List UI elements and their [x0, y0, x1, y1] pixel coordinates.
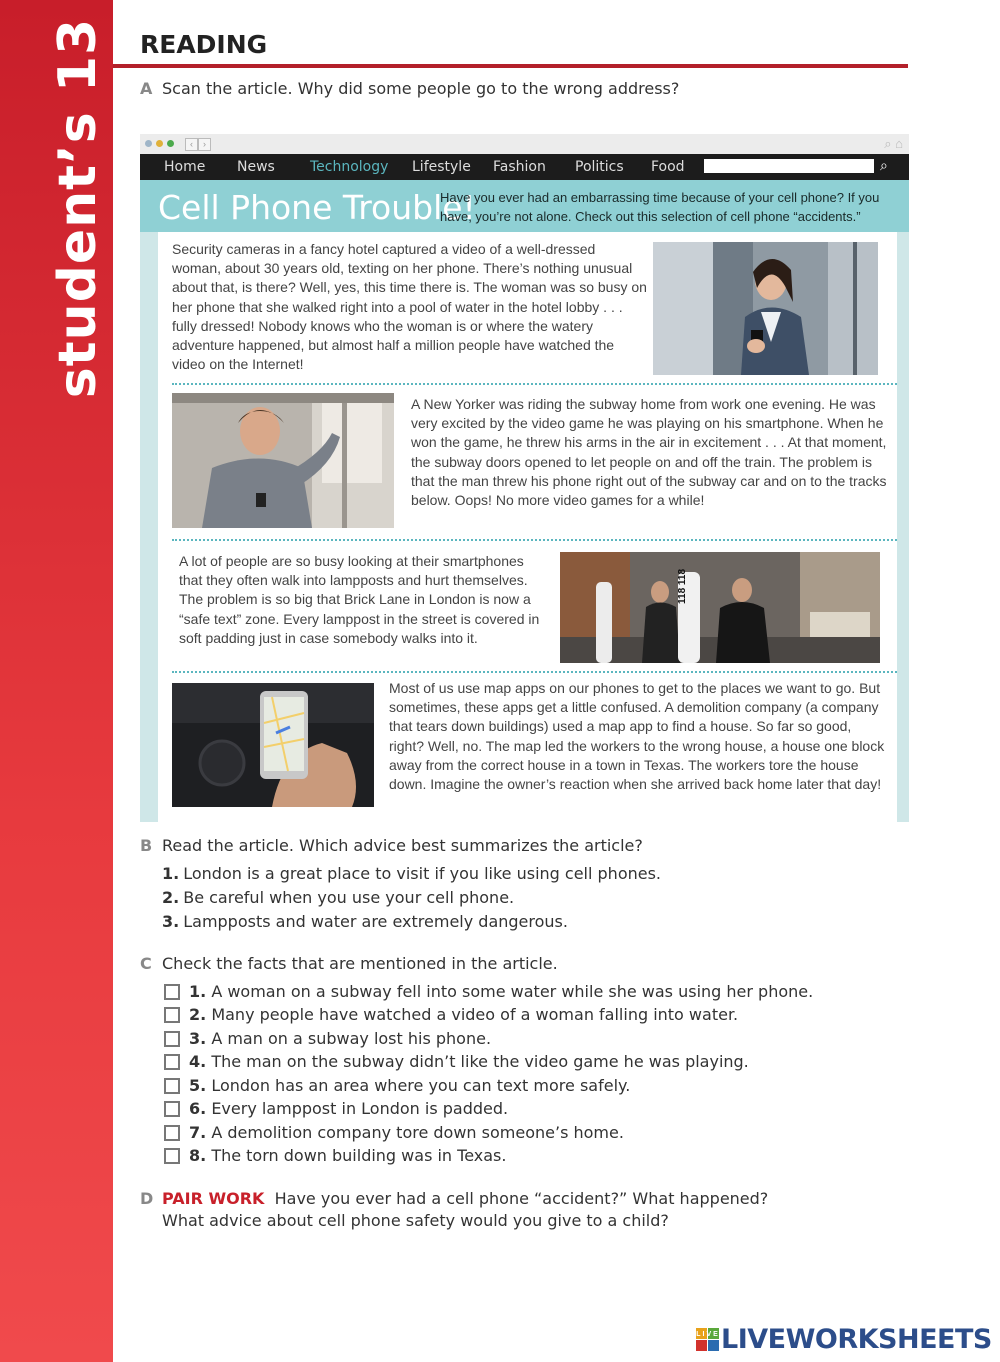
question-a [140, 79, 679, 98]
pair-work-label: PAIR WORK [162, 1189, 265, 1208]
fact-number: 2. [189, 1005, 207, 1024]
article-title: Cell Phone Trouble! [158, 188, 476, 227]
fact-text [189, 1099, 508, 1118]
answer-option[interactable] [162, 912, 568, 931]
fact-text [189, 1005, 738, 1024]
logo-mark-icon [696, 1328, 720, 1352]
back-arrow-icon[interactable]: ‹ [185, 138, 198, 151]
browser-chrome [140, 134, 909, 154]
checkbox[interactable] [164, 1125, 180, 1141]
checkbox[interactable] [164, 1148, 180, 1164]
fact-label: A demolition company tore down someone’s home. [211, 1123, 624, 1142]
nav-home[interactable]: Home [164, 159, 206, 175]
answer-option-number: 3. [162, 912, 180, 931]
logo-mark-text: LIVE [696, 1331, 720, 1338]
fact-number: 3. [189, 1029, 207, 1048]
article-browser [140, 134, 909, 822]
padding-sign-text: 118 118 [677, 568, 688, 604]
checkbox[interactable] [164, 1101, 180, 1117]
logo-text: LIVEWORKSHEETS [721, 1324, 992, 1355]
nav-politics[interactable]: Politics [575, 159, 624, 175]
fact-label: The torn down building was in Texas. [211, 1146, 507, 1165]
fact-text [189, 1123, 624, 1142]
question-b-letter: B [140, 836, 153, 855]
answer-option-text: London is a great place to visit if you like using cell phones. [183, 864, 662, 883]
fact-label: London has an area where you can text more safely. [211, 1076, 631, 1095]
question-c [140, 954, 558, 973]
answer-option-number: 2. [162, 888, 180, 907]
fact-text [189, 1029, 491, 1048]
nav-news[interactable]: News [237, 159, 275, 175]
story-hotel: Security cameras in a fancy hotel captured a video of a well-dressed woman, about 30 years old, texting on her phone. There’s nothing unusual about that, is there? Well, yes, this time there is. The woman was so busy on her phone that she walked right into a pool of water in the hotel lobby . . . fully dressed! Nobody knows who the woman is or where the watery adventure happened, but almost half a million people have watched the video on the Internet! [172, 241, 647, 373]
section-title: READING [140, 30, 268, 59]
question-d-line1: Have you ever had a cell phone “accident?” What happened? [274, 1189, 769, 1208]
story-separator [172, 383, 897, 385]
question-c-letter: C [140, 954, 152, 973]
article-intro: Have you ever had an embarrassing time because of your cell phone? If you have, you’re not alone. Check out this selection of cell phone “accidents.” [440, 190, 880, 224]
answer-option[interactable] [162, 888, 514, 907]
fact-number: 1. [189, 982, 207, 1001]
nav-food[interactable]: Food [651, 159, 685, 175]
checkbox[interactable] [164, 1007, 180, 1023]
fact-text [189, 1146, 506, 1165]
question-a-text: Scan the article. Why did some people go to the wrong address? [162, 79, 680, 98]
site-navbar [140, 154, 909, 180]
question-d-letter: D [140, 1189, 154, 1208]
fact-number: 5. [189, 1076, 207, 1095]
photo-map-app [172, 683, 374, 807]
question-d [140, 1189, 768, 1208]
search-icon[interactable]: ⌕ [880, 157, 888, 173]
fact-text [189, 982, 813, 1001]
title-divider [113, 64, 908, 68]
fact-label: The man on the subway didn’t like the video game he was playing. [211, 1052, 749, 1071]
fact-label: A man on a subway lost his phone. [211, 1029, 492, 1048]
checkbox[interactable] [164, 1054, 180, 1070]
story-subway: A New Yorker was riding the subway home from work one evening. He was very excited by the video game he was playing on his smartphone. When he won the game, he threw his arms in the air in excitement . . . At that moment, the subway doors opened to let people on and off the train. The problem is that the man threw his phone right out of the subway car and on to the tracks below. Oops! No more video games for a while! [411, 396, 887, 509]
fact-number: 8. [189, 1146, 207, 1165]
question-d-line2: What advice about cell phone safety would you give to a child? [162, 1211, 669, 1230]
article-banner [140, 180, 909, 232]
nav-lifestyle[interactable]: Lifestyle [412, 159, 471, 175]
answer-option-text: Be careful when you use your cell phone. [183, 888, 515, 907]
answer-option-text: Lampposts and water are extremely dangerous. [183, 912, 568, 931]
story-separator [172, 539, 897, 541]
answer-option[interactable] [162, 864, 661, 883]
checkbox[interactable] [164, 984, 180, 1000]
photo-padded-lamppost [560, 552, 880, 663]
fact-label: Many people have watched a video of a woman falling into water. [211, 1005, 739, 1024]
window-dot-icon [145, 140, 152, 147]
forward-arrow-icon[interactable]: › [198, 138, 211, 151]
article-body [158, 232, 909, 822]
story-lamppost: A lot of people are so busy looking at their smartphones that they often walk into lampposts and hurt themselves. The problem is so big that Brick Lane in London is now a “safe text” zone. Every lamppost in the street is covered in soft padding just in case somebody walks into it. [179, 553, 540, 646]
nav-fashion[interactable]: Fashion [493, 159, 546, 175]
sidebar [0, 0, 113, 1362]
question-b [140, 836, 643, 855]
fact-text [189, 1052, 749, 1071]
story-separator [172, 671, 897, 673]
nav-technology[interactable]: Technology [310, 159, 389, 175]
answer-option-number: 1. [162, 864, 180, 883]
question-c-text: Check the facts that are mentioned in the article. [162, 954, 558, 973]
fact-text [189, 1076, 630, 1095]
fact-label: Every lamppost in London is padded. [211, 1099, 509, 1118]
search-home-icon: ⌕ ⌂ [884, 136, 903, 151]
checkbox[interactable] [164, 1078, 180, 1094]
photo-woman-texting [653, 242, 878, 375]
fact-number: 4. [189, 1052, 207, 1071]
nav-search-input[interactable] [704, 159, 874, 173]
window-dot-icon [167, 140, 174, 147]
window-dot-icon [156, 140, 163, 147]
checkbox[interactable] [164, 1031, 180, 1047]
fact-label: A woman on a subway fell into some water while she was using her phone. [211, 982, 814, 1001]
question-a-letter: A [140, 79, 153, 98]
photo-subway-boy [172, 393, 394, 528]
question-b-text: Read the article. Which advice best summarizes the article? [162, 836, 643, 855]
fact-number: 7. [189, 1123, 207, 1142]
sidebar-label: student’s 13 [48, 17, 108, 399]
fact-number: 6. [189, 1099, 207, 1118]
sidebar-label-wrap [0, 0, 113, 420]
story-demolition: Most of us use map apps on our phones to get to the places we want to go. But sometimes, these apps get a little confused. A demolition company (a company that tears down buildings) used a map app to find a house. So far so good, right? Well, no. The map led the workers to the wrong house, a house one block away from the correct house in a town in Texas. The workers tore the house down. Imagine the owner’s reaction when she arrived back home later that day! [389, 680, 885, 793]
